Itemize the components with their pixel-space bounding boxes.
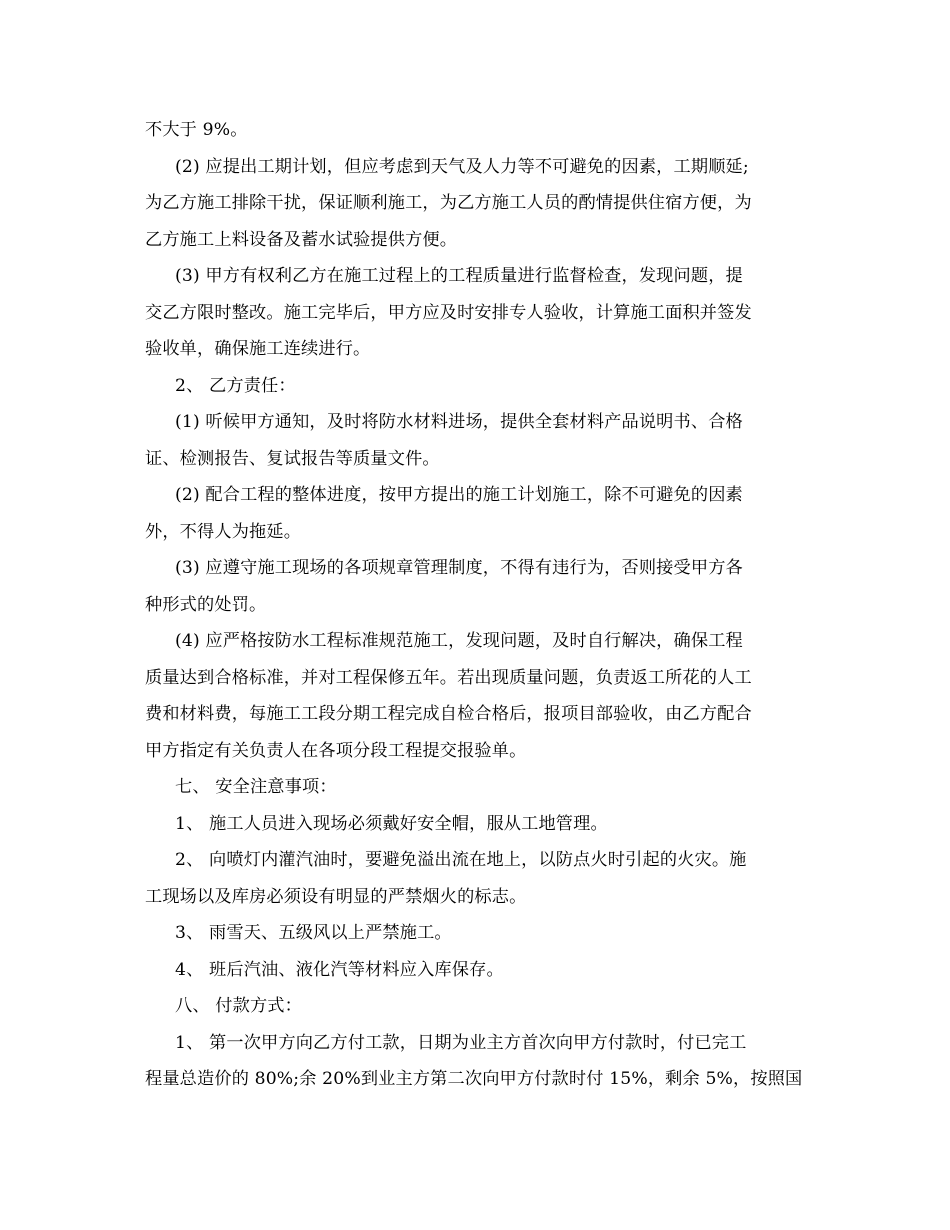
text-line: 为乙方施工排除干扰，保证顺利施工，为乙方施工人员的酌情提供住宿方便，为 bbox=[145, 193, 752, 213]
text-line: 程量总造价的 80%;余 20%到业主方第二次向甲方付款时付 15%，剩余 5%，按照国 bbox=[145, 1069, 803, 1089]
text-line: 质量达到合格标准，并对工程保修五年。若出现质量问题，负责返工所花的人工 bbox=[145, 667, 752, 688]
text-line: 甲方指定有关负责人在各项分段工程提交报验单。 bbox=[145, 740, 527, 761]
section-heading: 2、 乙方责任： bbox=[175, 375, 296, 396]
text-line: (4) 应严格按防水工程标准规范施工，发现问题，及时自行解决，确保工程 bbox=[175, 631, 743, 651]
text-line: (1) 听候甲方通知，及时将防水材料进场，提供全套材料产品说明书、合格 bbox=[175, 412, 743, 432]
text-line: (2) 配合工程的整体进度，按甲方提出的施工计划施工，除不可避免的因素 bbox=[175, 485, 743, 505]
document-body bbox=[145, 112, 805, 1098]
text-line: 证、检测报告、复试报告等质量文件。 bbox=[145, 448, 440, 469]
text-line: (3) 甲方有权利乙方在施工过程上的工程质量进行监督检查，发现问题，提 bbox=[175, 266, 743, 286]
text-line: 费和材料费，每施工工段分期工程完成自检合格后，报项目部验收，由乙方配合 bbox=[145, 704, 752, 724]
text-line: 外，不得人为拖延。 bbox=[145, 521, 302, 542]
text-line: 交乙方限时整改。施工完毕后，甲方应及时安排专人验收，计算施工面积并签发 bbox=[145, 302, 752, 323]
text-line: 1、 施工人员进入现场必须戴好安全帽，服从工地管理。 bbox=[175, 813, 608, 834]
text-line: 4、 班后汽油、液化汽等材料应入库保存。 bbox=[175, 959, 504, 980]
section-heading: 八、 付款方式： bbox=[175, 996, 302, 1016]
text-line: 验收单，确保施工连续进行。 bbox=[145, 339, 371, 359]
text-line: 3、 雨雪天、五级风以上严禁施工。 bbox=[175, 923, 452, 943]
text-line: (3) 应遵守施工现场的各项规章管理制度，不得有违行为，否则接受甲方各 bbox=[175, 558, 743, 578]
section-heading: 七、 安全注意事项： bbox=[175, 777, 337, 797]
text-line: 2、 向喷灯内灌汽油时，要避免溢出流在地上，以防点火时引起的火灾。施 bbox=[175, 850, 747, 870]
text-line: 乙方施工上料设备及蓄水试验提供方便。 bbox=[145, 229, 458, 250]
text-line: 工现场以及库房必须设有明显的严禁烟火的标志。 bbox=[145, 886, 527, 907]
text-line: 种形式的处罚。 bbox=[145, 594, 267, 615]
text-line: 1、 第一次甲方向乙方付工款，日期为业主方首次向甲方付款时，付已完工 bbox=[175, 1032, 747, 1053]
text-line: (2) 应提出工期计划，但应考虑到天气及人力等不可避免的因素，工期顺延; bbox=[175, 156, 749, 177]
text-line: 不大于 9%。 bbox=[145, 120, 248, 140]
